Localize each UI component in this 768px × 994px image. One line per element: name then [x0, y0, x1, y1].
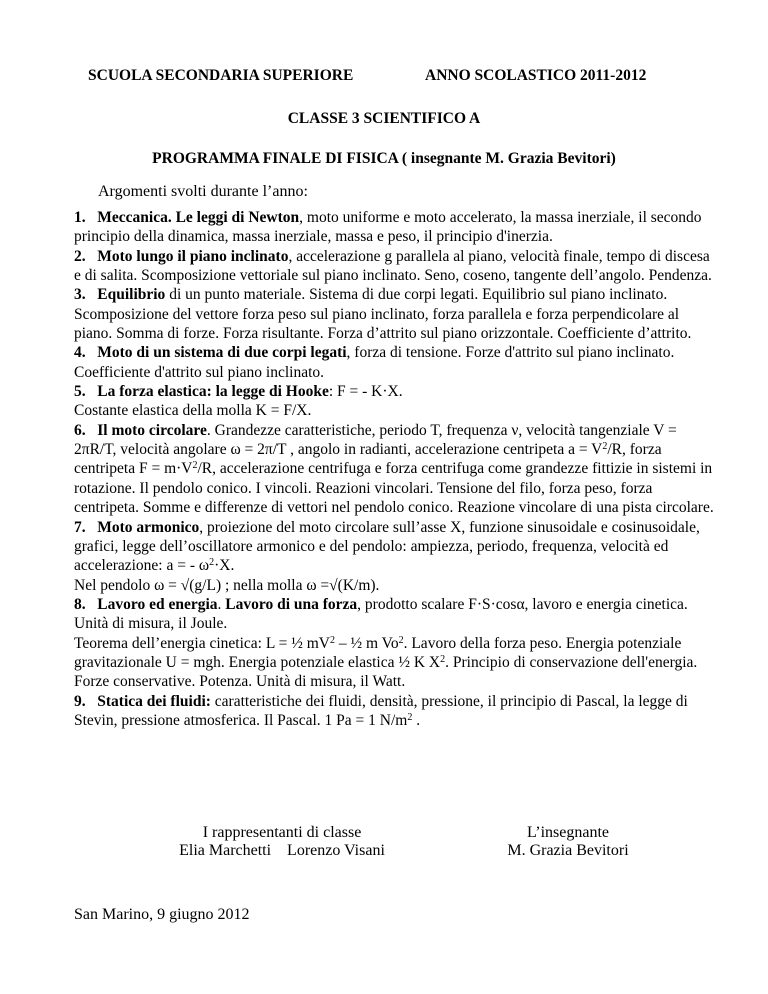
topic-number: 2. [74, 247, 86, 265]
topic-1 [74, 208, 714, 247]
topic-text-line2: . Lavoro della forza peso. Energia potenziale gravitazionale U = mgh. Energia potenziale elastica ½ K X [74, 634, 682, 671]
topic-number: 9. [74, 692, 86, 710]
topic-title: Equilibrio [97, 286, 166, 304]
topic-title: Moto armonico [97, 518, 200, 536]
topic-text-line2: Teorema dell’energia cinetica: L = ½ mV [74, 634, 330, 652]
topic-text-line2: Nel pendolo ω = √(g/L) ; nella molla ω =√(K/m). [74, 576, 380, 594]
school-year: ANNO SCOLASTICO 2011-2012 [425, 67, 647, 84]
topic-text: , proiezione del moto circolare sull’asse X, funzione sinusoidale e cosinusoidale, grafici, legge dell’oscillatore armonico e del pendolo: ampiezza, periodo, frequenza, velocità ed accelerazione: a = - ω [74, 518, 700, 575]
representatives-title: I rappresentanti di classe [202, 824, 362, 841]
school-name: SCUOLA SECONDARIA SUPERIORE [88, 67, 354, 84]
topic-text: ·X. [214, 557, 235, 575]
topic-5 [74, 382, 714, 421]
topic-list [74, 208, 714, 730]
superscript: 2 [398, 634, 404, 646]
topic-title: Meccanica. Le leggi di Newton [97, 209, 300, 226]
topic-text: . [217, 595, 226, 613]
class-name: CLASSE 3 SCIENTIFICO A [287, 110, 481, 127]
topic-2 [74, 247, 714, 286]
topic-number: 1. [74, 209, 86, 226]
topic-subtitle: Lavoro di una forza [225, 595, 358, 613]
topic-title: Il moto circolare [97, 421, 207, 439]
representatives-names: Elia Marchetti Lorenzo Visani [179, 842, 385, 859]
topic-number: 4. [74, 344, 86, 362]
topic-4 [74, 343, 714, 382]
topic-title: Moto di un sistema di due corpi legati [97, 344, 347, 362]
topic-text: . [412, 711, 421, 729]
topic-text: caratteristiche dei fluidi, densità, pressione, il principio di Pascal, la legge di Stevin, pressione atmosferica. Il Pascal. 1 Pa = 1 N/m [74, 692, 688, 729]
superscript: 2 [602, 441, 608, 453]
topic-text: di un punto materiale. Sistema di due corpi legati. Equilibrio sul piano inclinato. Scomposizione del vettore forza peso sul piano inclinato, forza parallela e forza perpendicolare al piano. Somma di forze. Forza risultante. Forza d’attrito sul piano orizzontale. Coefficiente d’attrito. [74, 286, 692, 343]
topic-number: 3. [74, 286, 86, 304]
superscript: 2 [329, 634, 335, 646]
superscript: 2 [407, 711, 413, 723]
topic-number: 5. [74, 383, 86, 401]
topic-text: . Grandezze caratteristiche, periodo T, frequenza ν, velocità tangenziale V = 2πR/T, velocità angolare ω = 2π/T , angolo in radianti, accelerazione centripeta a = V [74, 421, 677, 459]
topic-text: /R, forza centripeta F = m·V [74, 441, 662, 478]
topic-text-line2: Costante elastica della molla K = F/X. [74, 402, 312, 420]
topic-text: /R, accelerazione centrifuga e forza centrifuga come grandezze fittizie in sistemi in rotazione. Il pendolo conico. I vincoli. Reazioni vincolari. Tensione del filo, forza peso, forza centripeta. Somme e differenze di vettori nel pendolo conico. Reazione vincolare di una pista circolare. [74, 460, 714, 517]
topic-number: 7. [74, 518, 86, 536]
topic-number: 8. [74, 595, 86, 613]
topic-7 [74, 518, 714, 595]
topic-title: Statica dei fluidi: [97, 692, 211, 710]
superscript: 2 [440, 653, 446, 665]
topic-text: , accelerazione g parallela al piano, velocità finale, tempo di discesa e di salita. Scomposizione vettoriale sul piano inclinato. Seno, coseno, tangente dell’angolo. Pendenza. [74, 247, 712, 285]
topic-8 [74, 595, 714, 692]
topic-title: Moto lungo il piano inclinato [97, 247, 289, 265]
superscript: 2 [209, 557, 215, 569]
program-title: PROGRAMMA FINALE DI FISICA ( insegnante M. Grazia Bevitori) [152, 150, 616, 167]
topic-text: : F = - K·X. [328, 383, 403, 401]
intro-line: Argomenti svolti durante l’anno: [98, 183, 308, 200]
topic-text: , moto uniforme e moto accelerato, la massa inerziale, il secondo principio della dinamica, massa inerziale, massa e peso, il principio d'inerzia. [74, 209, 702, 246]
class-representatives-signature [162, 824, 402, 860]
topic-6 [74, 421, 714, 518]
topic-text-line2: . Principio di conservazione dell'energia. Forze conservative. Potenza. Unità di misura, il Watt. [74, 653, 698, 691]
topic-title: Lavoro ed energia [97, 595, 218, 613]
teacher-signature [478, 824, 658, 860]
topic-3 [74, 285, 714, 343]
teacher-title: L’insegnante [526, 824, 610, 841]
place-and-date: San Marino, 9 giugno 2012 [74, 906, 250, 923]
superscript: 2 [192, 460, 198, 472]
topic-number: 6. [74, 421, 86, 439]
topic-title: La forza elastica: la legge di Hooke [97, 383, 329, 401]
topic-text-line2: – ½ m Vo [334, 634, 399, 652]
teacher-name: M. Grazia Bevitori [507, 842, 629, 859]
topic-text: , forza di tensione. Forze d'attrito sul piano inclinato. Coefficiente d'attrito sul piano inclinato. [74, 344, 675, 381]
topic-9 [74, 692, 714, 731]
topic-text: , prodotto scalare F·S·cosα, lavoro e energia cinetica. Unità di misura, il Joule. [74, 595, 688, 633]
